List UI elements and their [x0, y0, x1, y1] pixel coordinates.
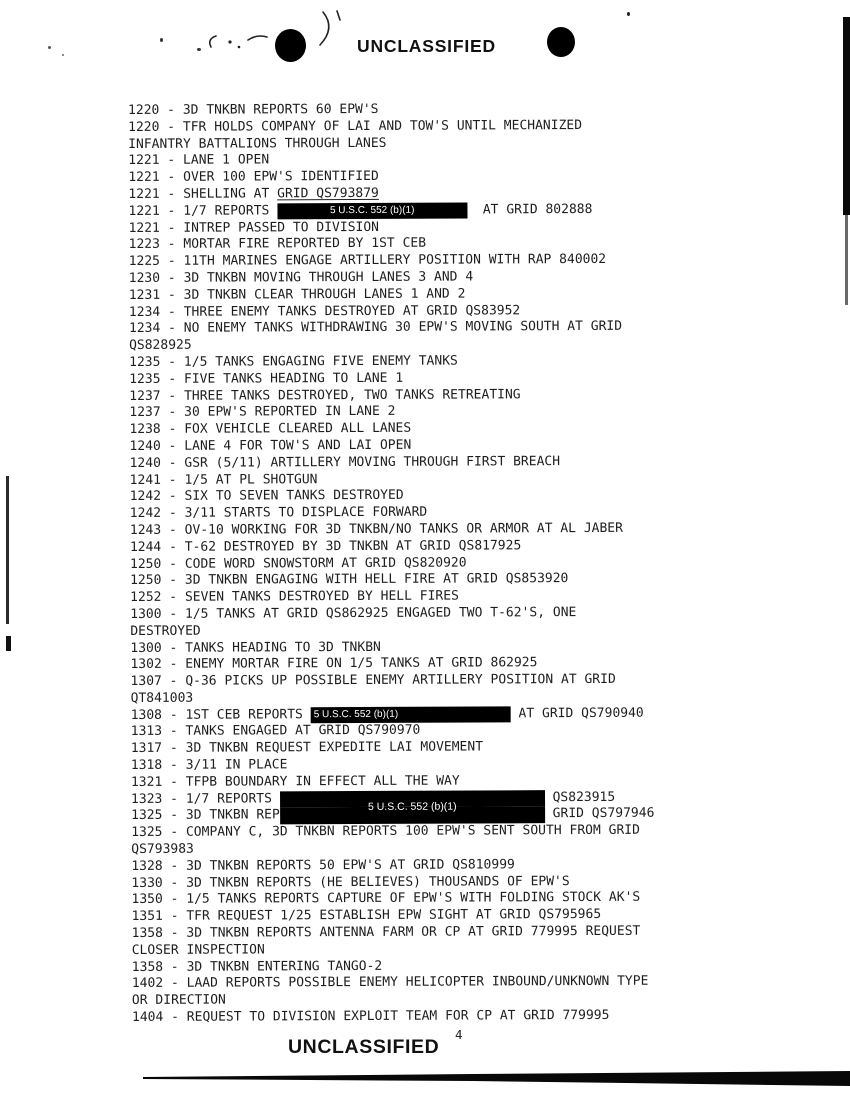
log-text: QS823915 — [544, 789, 616, 805]
log-text: 1238 - FOX VEHICLE CLEARED ALL LANES — [129, 420, 412, 438]
scan-speck — [48, 46, 51, 49]
log-text: 1402 - LAAD REPORTS POSSIBLE ENEMY HELICOPTER INBOUND/UNKNOWN TYPE — [131, 974, 649, 992]
log-text: 1221 - SHELLING AT — [128, 186, 278, 202]
log-text: 1240 - GSR (5/11) ARTILLERY MOVING THROUGH FIRST BREACH — [129, 453, 561, 471]
log-line — [132, 924, 655, 943]
log-text: GRID QS797946 — [544, 806, 655, 822]
log-text: 1234 - NO ENEMY TANKS WITHDRAWING 30 EPW'S MOVING SOUTH AT GRID — [128, 319, 623, 337]
log-line — [132, 974, 655, 993]
log-text: 1358 - 3D TNKBN ENTERING TANGO-2 — [131, 958, 383, 975]
log-text: 1240 - LANE 4 FOR TOW'S AND LAI OPEN — [129, 437, 412, 454]
log-text: 1220 - TFR HOLDS COMPANY OF LAI AND TOW'S UNTIL MECHANIZED — [128, 117, 583, 135]
page-number: 4 — [455, 1027, 463, 1042]
log-line — [131, 823, 654, 842]
log-text: CLOSER INSPECTION — [131, 942, 265, 958]
log-text: 1235 - 1/5 TANKS ENGAGING FIVE ENEMY TANKS — [129, 353, 458, 370]
log-text: 1300 - TANKS HEADING TO 3D TNKBN — [130, 639, 381, 656]
log-text: INFANTRY BATTALIONS THROUGH LANES — [128, 135, 387, 152]
scan-speck — [627, 12, 630, 16]
log-text: 1351 - TFR REQUEST 1/25 ESTABLISH EPW SIGHT AT GRID QS795965 — [131, 907, 602, 925]
log-text: 1300 - 1/5 TANKS AT GRID QS862925 ENGAGED TWO T-62'S, ONE — [130, 604, 577, 622]
log-line — [129, 252, 652, 271]
log-text: 1242 - 3/11 STARTS TO DISPLACE FORWARD — [129, 504, 428, 522]
scan-edge-line — [843, 17, 850, 215]
log-text: 1221 - INTREP PASSED TO DIVISION — [128, 219, 380, 236]
log-text: 1350 - 1/5 TANKS REPORTS CAPTURE OF EPW'S WITH FOLDING STOCK AK'S — [131, 890, 641, 908]
log-text: 1237 - 30 EPW'S REPORTED IN LANE 2 — [129, 404, 396, 421]
scan-speck — [62, 54, 64, 56]
scan-edge-line — [845, 215, 848, 305]
log-text: 1221 - OVER 100 EPW'S IDENTIFIED — [128, 169, 379, 186]
log-text: 1230 - 3D TNKBN MOVING THROUGH LANES 3 AND 4 — [128, 269, 474, 286]
log-text: 1404 - REQUEST TO DIVISION EXPLOIT TEAM FOR CP AT GRID 779995 — [131, 1007, 610, 1026]
log-text: QT841003 — [130, 690, 194, 706]
log-line — [130, 672, 653, 691]
log-text: 1221 - 1/7 REPORTS — [128, 203, 278, 219]
log-text: 1317 - 3D TNKBN REQUEST EXPEDITE LAI MOVEMENT — [130, 739, 484, 757]
bottom-scan-bar — [143, 1071, 850, 1094]
log-text-underlined: GRID QS793879 — [277, 185, 379, 202]
hole-punch-mark-left — [275, 29, 306, 62]
log-text: OR DIRECTION — [131, 992, 226, 1009]
log-text: 1325 - COMPANY C, 3D TNKBN REPORTS 100 EPW'S SENT SOUTH FROM GRID — [131, 823, 640, 841]
scan-edge-line — [6, 476, 9, 624]
header-classification-label: UNCLASSIFIED — [357, 36, 496, 56]
log-text: 1242 - SIX TO SEVEN TANKS DESTROYED — [129, 488, 404, 505]
log-text: 1250 - 3D TNKBN ENGAGING WITH HELL FIRE AT GRID QS853920 — [130, 571, 569, 589]
log-text: 1231 - 3D TNKBN CLEAR THROUGH LANES 1 AND 2 — [128, 286, 466, 303]
scan-edge-line — [6, 636, 11, 651]
log-text: 1321 - TFPB BOUNDARY IN EFFECT ALL THE WAY — [130, 773, 460, 790]
log-text: AT GRID QS790940 — [510, 705, 644, 722]
log-text: 1308 - 1ST CEB REPORTS — [130, 706, 311, 723]
log-lines — [128, 101, 655, 1027]
log-text: 1223 - MORTAR FIRE REPORTED BY 1ST CEB — [128, 236, 427, 253]
log-text: 1237 - THREE TANKS DESTROYED, TWO TANKS RETREATING — [129, 386, 521, 404]
log-text: 1220 - 3D TNKBN REPORTS 60 EPW'S — [128, 101, 379, 118]
log-text: 1358 - 3D TNKBN REPORTS ANTENNA FARM OR CP AT GRID 779995 REQUEST — [131, 923, 641, 942]
log-text: 1307 - Q-36 PICKS UP POSSIBLE ENEMY ARTILLERY POSITION AT GRID — [130, 671, 616, 690]
log-line — [131, 705, 654, 724]
log-line — [130, 605, 653, 624]
log-line — [128, 118, 651, 137]
hole-punch-mark-right — [547, 27, 575, 57]
log-text: 1313 - TANKS ENGAGED AT GRID QS790970 — [130, 723, 421, 740]
log-text: 1318 - 3/11 IN PLACE — [130, 757, 288, 774]
log-text: AT GRID 802888 — [467, 201, 593, 218]
handwriting-scribble — [170, 6, 370, 60]
log-text: 1244 - T-62 DESTROYED BY 3D TNKBN AT GRID QS817925 — [129, 538, 522, 555]
scan-speck — [197, 48, 201, 51]
log-line — [128, 201, 651, 220]
log-text: DESTROYED — [130, 623, 201, 639]
log-text: 1323 - 1/7 REPORTS — [131, 791, 280, 807]
log-text: QS828925 — [129, 337, 192, 354]
log-text: 1330 - 3D TNKBN REPORTS (HE BELIEVES) THOUSANDS OF EPW'S — [131, 873, 570, 891]
redaction-bar: 5 U.S.C. 552 (b)(1) — [277, 202, 467, 219]
log-line — [130, 521, 653, 540]
log-text: 1328 - 3D TNKBN REPORTS 50 EPW'S AT GRID QS810999 — [131, 857, 515, 874]
log-text: 1241 - 1/5 AT PL SHOTGUN — [129, 471, 318, 488]
redaction-bar: 5 U.S.C. 552 (b)(1) — [311, 706, 511, 723]
log-text: 1225 - 11TH MARINES ENGAGE ARTILLERY POSITION WITH RAP 840002 — [128, 252, 607, 270]
log-text: 1250 - CODE WORD SNOWSTORM AT GRID QS820920 — [129, 555, 467, 572]
log-line — [129, 319, 652, 338]
log-text: 1325 - 3D TNKBN REP — [131, 807, 280, 824]
log-text: 1235 - FIVE TANKS HEADING TO LANE 1 — [129, 370, 404, 387]
log-text: 1252 - SEVEN TANKS DESTROYED BY HELL FIRES — [130, 588, 459, 606]
log-text: QS793983 — [131, 841, 194, 858]
redaction-bar — [280, 790, 545, 814]
log-text: 1221 - LANE 1 OPEN — [128, 152, 270, 169]
footer-classification-label: UNCLASSIFIED — [288, 1036, 440, 1058]
log-line — [132, 1008, 655, 1027]
log-text: 1243 - OV-10 WORKING FOR 3D TNKBN/NO TANKS OR ARMOR AT AL JABER — [129, 520, 623, 538]
log-text: 1302 - ENEMY MORTAR FIRE ON 1/5 TANKS AT GRID 862925 — [130, 655, 538, 673]
log-text: 1234 - THREE ENEMY TANKS DESTROYED AT GRID QS83952 — [128, 302, 521, 320]
redaction-label: 5 U.S.C. 552 (b)(1) — [367, 801, 457, 814]
scan-speck — [160, 38, 163, 42]
